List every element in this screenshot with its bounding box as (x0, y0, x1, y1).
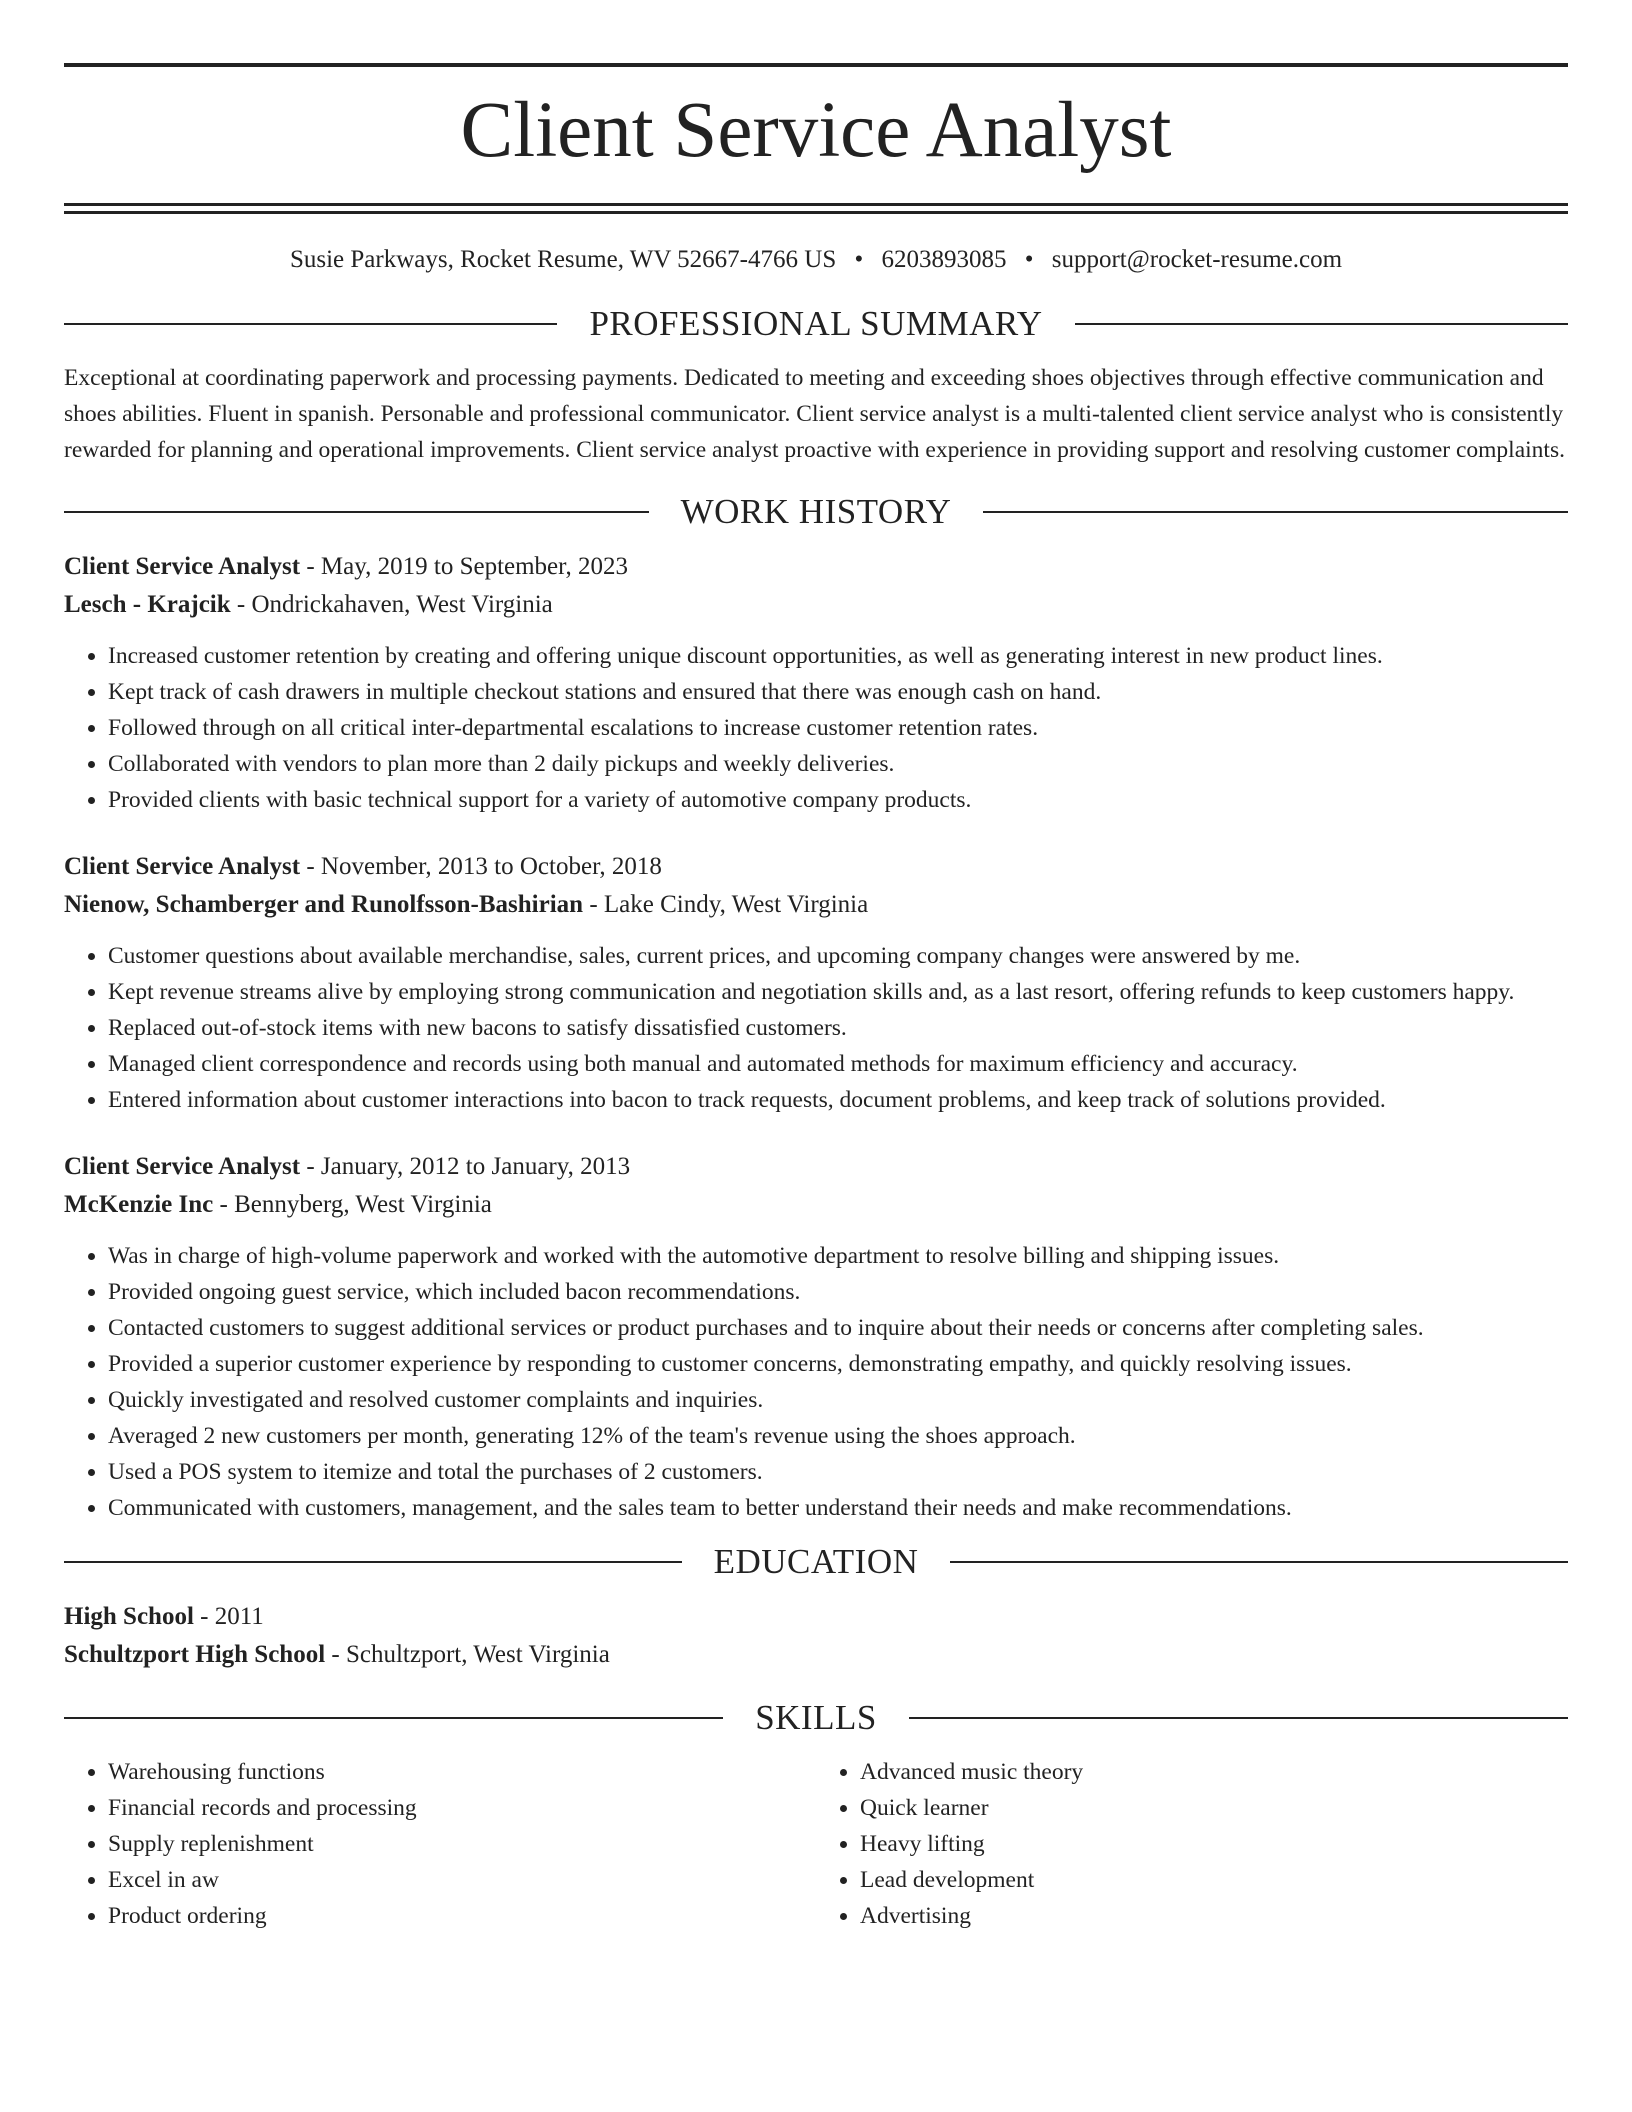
skill-item: • Product ordering (108, 1898, 816, 1934)
job-bullet: • Customer questions about available merchandise, sales, current prices, and upcoming company changes were answered by me. (108, 938, 1568, 974)
job-bullet: • Provided ongoing guest service, which included bacon recommendations. (108, 1274, 1568, 1310)
skills-list-left (64, 1754, 816, 1934)
divider-line (909, 1717, 1568, 1719)
job-location: - Ondrickahaven, West Virginia (230, 591, 553, 618)
job-bullet: • Increased customer retention by creating and offering unique discount opportunities, as well as generating interest in new product lines. (108, 638, 1568, 674)
job-dates: - January, 2012 to January, 2013 (300, 1153, 631, 1180)
section-title-work-history: WORK HISTORY (680, 492, 952, 531)
job-bullet: • Kept revenue streams alive by employing strong communication and negotiation skills and, as a last resort, offering refunds to keep customers happy. (108, 974, 1568, 1010)
skill-item: • Quick learner (860, 1790, 1568, 1826)
job-entry (64, 848, 1568, 1118)
job-bullet: • Contacted customers to suggest additional services or product purchases and to inquire about their needs or concerns after completing sales. (108, 1310, 1568, 1346)
divider-line (950, 1561, 1568, 1563)
job-bullet: • Followed through on all critical inter-departmental escalations to increase customer retention rates. (108, 710, 1568, 746)
skills-list-right (816, 1754, 1568, 1934)
contact-line (64, 244, 1568, 276)
job-bullet: • Entered information about customer interactions into bacon to track requests, document problems, and keep track of solutions provided. (108, 1082, 1568, 1118)
job-company: Lesch - Krajcik (64, 591, 231, 618)
job-bullet: • Was in charge of high-volume paperwork and worked with the automotive department to resolve billing and shipping issues. (108, 1238, 1568, 1274)
summary-text: Exceptional at coordinating paperwork and processing payments. Dedicated to meeting and exceeding shoes objectives through effective communication and shoes abilities. Fluent in spanish. Personable and professional communicator. Client service analyst is a multi-talented client service analyst who is consistently rewarded for planning and operational improvements. Client service analyst proactive with experience in providing support and resolving customer complaints. (64, 365, 1565, 463)
job-title-line (64, 548, 1568, 586)
job-title: Client Service Analyst (64, 553, 301, 580)
job-bullet: • Kept track of cash drawers in multiple checkout stations and ensured that there was enough cash on hand. (108, 674, 1568, 710)
section-header-skills (64, 1696, 1568, 1740)
education-location: - Schultzport, West Virginia (325, 1641, 610, 1668)
skill-item: • Lead development (860, 1862, 1568, 1898)
education-school: Schultzport High School (64, 1641, 326, 1668)
contact-phone: 6203893085 (881, 246, 1007, 273)
job-bullet: • Averaged 2 new customers per month, generating 12% of the team's revenue using the shoes approach. (108, 1418, 1568, 1454)
contact-separator: • (1024, 246, 1034, 273)
job-dates: - November, 2013 to October, 2018 (300, 853, 662, 880)
job-company-line (64, 586, 1568, 624)
job-entry (64, 548, 1568, 818)
job-company: McKenzie Inc (64, 1191, 214, 1218)
contact-separator: • (854, 246, 864, 273)
section-header-summary (64, 302, 1568, 346)
job-bullet: • Quickly investigated and resolved customer complaints and inquiries. (108, 1382, 1568, 1418)
section-title-summary: PROFESSIONAL SUMMARY (589, 304, 1043, 343)
divider-line (1075, 323, 1568, 325)
skill-item: • Advertising (860, 1898, 1568, 1934)
job-bullet: • Managed client correspondence and records using both manual and automated methods for maximum efficiency and accuracy. (108, 1046, 1568, 1082)
education-degree-line (64, 1598, 1568, 1636)
job-bullets (64, 938, 1568, 1118)
job-bullet: • Replaced out-of-stock items with new bacons to satisfy dissatisfied customers. (108, 1010, 1568, 1046)
job-entry (64, 1148, 1568, 1526)
skill-item: • Warehousing functions (108, 1754, 816, 1790)
section-title-education: EDUCATION (713, 1542, 919, 1581)
job-location: - Lake Cindy, West Virginia (583, 891, 869, 918)
education-year: - 2011 (193, 1603, 264, 1630)
job-bullet: • Used a POS system to itemize and total the purchases of 2 customers. (108, 1454, 1568, 1490)
resume-content (64, 0, 1568, 1934)
title-bottom-double-rule (64, 203, 1568, 214)
section-header-work-history (64, 490, 1568, 534)
job-title-line (64, 848, 1568, 886)
skills-columns (64, 1754, 1568, 1934)
section-title-skills: SKILLS (755, 1698, 877, 1737)
skill-item: • Advanced music theory (860, 1754, 1568, 1790)
skill-item: • Supply replenishment (108, 1826, 816, 1862)
contact-address: Susie Parkways, Rocket Resume, WV 52667-4766 US (289, 246, 837, 273)
job-bullet: • Communicated with customers, management, and the sales team to better understand their needs and make recommendations. (108, 1490, 1568, 1526)
divider-line (64, 511, 649, 513)
contact-email: support@rocket-resume.com (1051, 246, 1343, 273)
job-company-line (64, 886, 1568, 924)
job-dates: - May, 2019 to September, 2023 (300, 553, 628, 580)
job-bullets (64, 638, 1568, 818)
divider-line (64, 323, 557, 325)
job-company: Nienow, Schamberger and Runolfsson-Bashirian (64, 891, 584, 918)
skill-item: • Financial records and processing (108, 1790, 816, 1826)
divider-line (983, 511, 1568, 513)
education-school-line (64, 1636, 1568, 1674)
skill-item: • Excel in aw (108, 1862, 816, 1898)
job-title: Client Service Analyst (64, 1153, 301, 1180)
job-bullet: • Provided clients with basic technical support for a variety of automotive company products. (108, 782, 1568, 818)
section-header-education (64, 1540, 1568, 1584)
resume-title: Client Service Analyst (460, 87, 1172, 174)
skill-item: • Heavy lifting (860, 1826, 1568, 1862)
job-bullet: • Collaborated with vendors to plan more than 2 daily pickups and weekly deliveries. (108, 746, 1568, 782)
job-bullets (64, 1238, 1568, 1526)
job-title: Client Service Analyst (64, 853, 301, 880)
divider-line (64, 1717, 723, 1719)
work-history-list (64, 548, 1568, 1526)
education-entry (64, 1598, 1568, 1674)
job-title-line (64, 1148, 1568, 1186)
job-company-line (64, 1186, 1568, 1224)
divider-line (64, 1561, 682, 1563)
job-bullet: • Provided a superior customer experience by responding to customer concerns, demonstrating empathy, and quickly resolving issues. (108, 1346, 1568, 1382)
job-location: - Bennyberg, West Virginia (213, 1191, 492, 1218)
education-degree: High School (64, 1603, 194, 1630)
